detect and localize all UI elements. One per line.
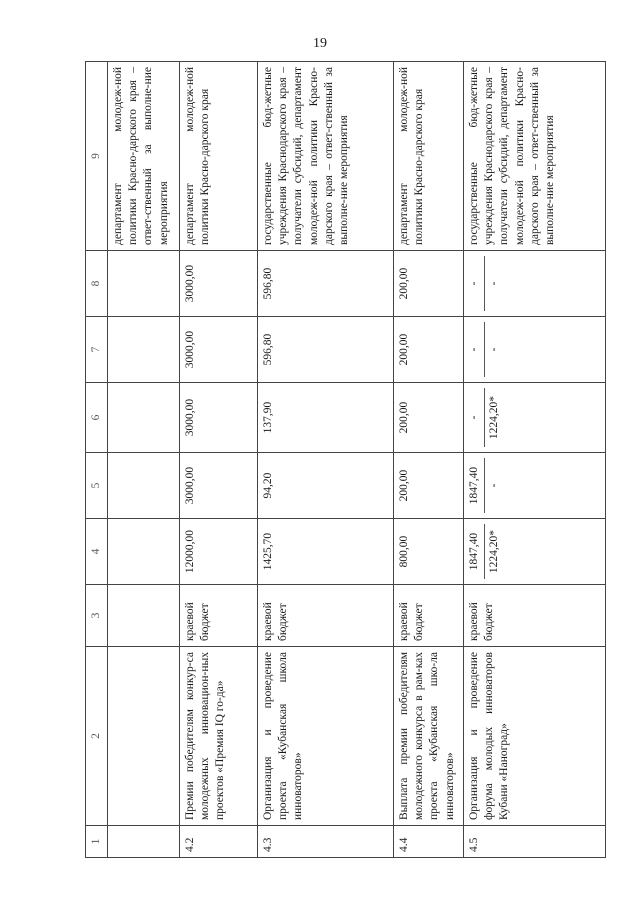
column-number: 5: [86, 453, 108, 519]
total-amount-extra: 1224,20*: [484, 524, 502, 579]
year-amount: 3000,00: [180, 453, 258, 519]
measure-name: Выплата премии победителям молодежного конкурса в рам-ках проекта «Кубанская шко-ла инноваторов»: [394, 647, 464, 826]
funding-source: краевой бюджет: [464, 585, 606, 647]
executor: департамент молодеж-ной политики Красно-дарского края: [180, 62, 258, 251]
column-number: 2: [86, 647, 108, 826]
year-amount-cell: [464, 383, 606, 453]
row-number: 4.3: [258, 826, 394, 858]
measure-name: Организация и проведение форума молодых инноваторов Кубани «Наноград»: [464, 647, 606, 826]
row-number: 4.2: [180, 826, 258, 858]
row-number: 4.4: [394, 826, 464, 858]
year-amount-extra: -: [484, 322, 502, 377]
year-amount: 3000,00: [180, 317, 258, 383]
year-amount: -: [468, 281, 480, 286]
executor: департамент молодеж-ной политики Красно-дарского края – ответ-ственный за выполне-ние мероприятия: [108, 62, 180, 251]
table-row: [394, 62, 464, 858]
year-amount: [108, 383, 180, 453]
year-amount: 596,80: [258, 251, 394, 317]
year-amount: [108, 317, 180, 383]
year-amount-cell: [464, 317, 606, 383]
table-row: [180, 62, 258, 858]
column-numbers-row: [86, 62, 108, 858]
year-amount-cell: [464, 251, 606, 317]
year-amount: 596,80: [258, 317, 394, 383]
measure-name: Премии победителям конкур-са молодежных инновацион-ных проектов «Премия IQ го-да»: [180, 647, 258, 826]
year-amount: 3000,00: [180, 251, 258, 317]
year-amount: 200,00: [394, 383, 464, 453]
total-amount: 1425,70: [258, 519, 394, 585]
row-number: [108, 826, 180, 858]
measure-name: Организация и проведение проекта «Кубанская школа инноваторов»: [258, 647, 394, 826]
year-amount: -: [468, 347, 480, 352]
rotated-table-wrapper: [85, 62, 605, 858]
total-amount: 800,00: [394, 519, 464, 585]
year-amount-extra: 1224,20*: [484, 388, 502, 447]
year-amount: -: [468, 415, 480, 420]
table-row: [258, 62, 394, 858]
column-number: 7: [86, 317, 108, 383]
year-amount-extra: -: [484, 256, 502, 311]
executor: департамент молодеж-ной политики Красно-дарского края: [394, 62, 464, 251]
column-number: 9: [86, 62, 108, 251]
executor: государственные бюд-жетные учреждения Краснодарского края – получатели субсидий, департамент молодеж-ной политики Красно-дарского края – ответ-ственный за выполне-ние мероприятия: [258, 62, 394, 251]
year-amount: 94,20: [258, 453, 394, 519]
year-amount: 200,00: [394, 251, 464, 317]
column-number: 1: [86, 826, 108, 858]
total-amount: [108, 519, 180, 585]
year-amount: 137,90: [258, 383, 394, 453]
year-amount: [108, 453, 180, 519]
column-number: 8: [86, 251, 108, 317]
total-amount: 12000,00: [180, 519, 258, 585]
year-amount: 3000,00: [180, 383, 258, 453]
program-measures-table: [85, 61, 606, 858]
funding-source: [108, 585, 180, 647]
column-number: 6: [86, 383, 108, 453]
column-number: 4: [86, 519, 108, 585]
column-number: 3: [86, 585, 108, 647]
year-amount-extra: -: [484, 458, 502, 513]
table-row: [108, 62, 180, 858]
measure-name: [108, 647, 180, 826]
funding-source: краевой бюджет: [394, 585, 464, 647]
executor: государственные бюд-жетные учреждения Краснодарского края – получатели субсидий, департамент молодеж-ной политики Красно-дарского края – ответ-ственный за выполне-ние мероприятия: [464, 62, 606, 251]
year-amount: 200,00: [394, 317, 464, 383]
funding-source: краевой бюджет: [180, 585, 258, 647]
total-amount: 1847,40: [468, 532, 480, 571]
row-number: 4.5: [464, 826, 606, 858]
year-amount: 1847,40: [468, 466, 480, 505]
year-amount: [108, 251, 180, 317]
page-number: 19: [313, 36, 327, 51]
year-amount: 200,00: [394, 453, 464, 519]
total-amount-cell: [464, 519, 606, 585]
funding-source: краевой бюджет: [258, 585, 394, 647]
year-amount-cell: [464, 453, 606, 519]
table-row: [464, 62, 606, 858]
